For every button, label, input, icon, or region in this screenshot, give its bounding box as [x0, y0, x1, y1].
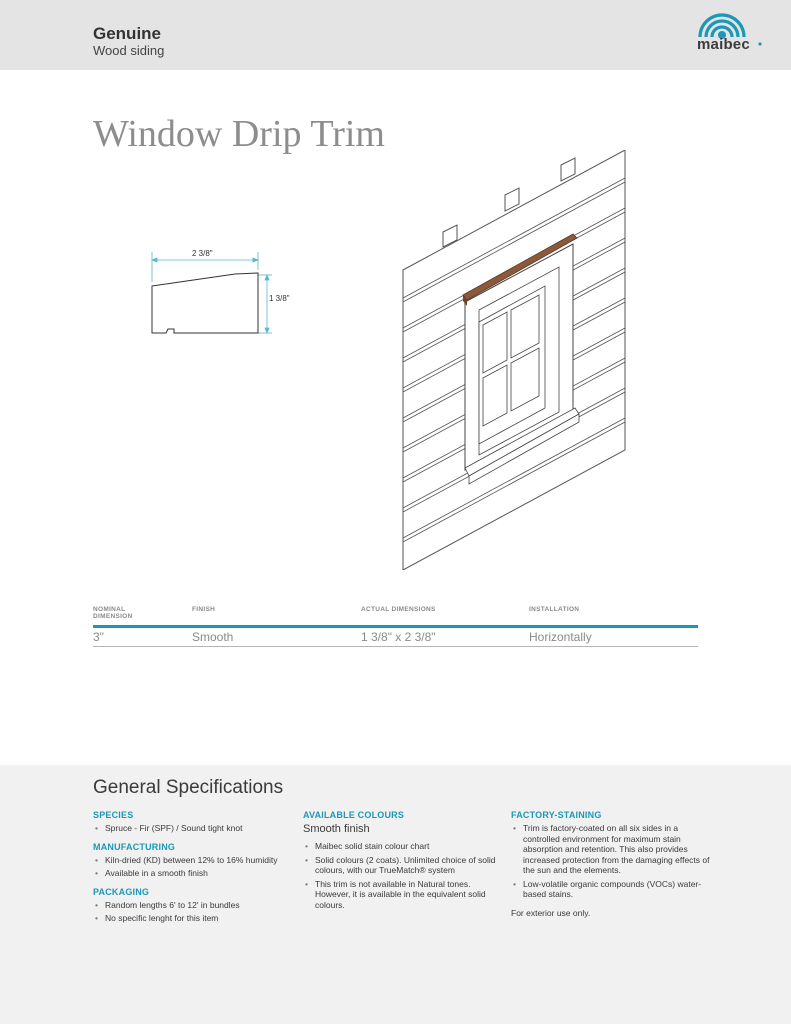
header-nominal-dimension: NOMINAL DIMENSION: [93, 606, 133, 620]
width-dimension-label: 2 3/8": [192, 249, 213, 258]
specs-column-1: [93, 810, 293, 932]
list-item: • Kiln-dried (KD) between 12% to 16% humidity: [93, 855, 293, 866]
manufacturing-list: [93, 855, 293, 879]
header-installation: INSTALLATION: [529, 606, 580, 613]
cell-nominal-dimension: 3": [93, 630, 104, 644]
staining-list: [511, 823, 711, 900]
manufacturing-heading: MANUFACTURING: [93, 841, 176, 852]
list-item: • No specific lenght for this item: [93, 913, 293, 924]
list-item: • This trim is not available in Natural tones. However, it is available in the equivalent solid colours.: [303, 879, 503, 911]
exterior-use-note: For exterior use only.: [511, 907, 591, 918]
brand-title: Genuine: [93, 24, 162, 43]
list-item: • Spruce - Fir (SPF) / Sound tight knot: [93, 823, 293, 834]
colours-subheading: Smooth finish: [303, 823, 370, 835]
colours-heading: AVAILABLE COLOURS: [303, 810, 405, 820]
trim-profile-diagram: [140, 240, 310, 340]
logo-text: maibec: [697, 36, 750, 53]
colours-list: [303, 841, 503, 910]
specs-column-3: [511, 810, 711, 918]
species-list: [93, 823, 293, 834]
specs-title: General Specifications: [93, 777, 284, 798]
cell-finish: Smooth: [192, 630, 234, 644]
page-title: Window Drip Trim: [93, 113, 385, 155]
header-bar: [0, 0, 791, 70]
list-item: • Random lengths 6' to 12' in bundles: [93, 900, 293, 911]
staining-heading: FACTORY-STAINING: [511, 810, 602, 820]
cell-actual-dimensions: 1 3/8" x 2 3/8": [361, 630, 436, 644]
packaging-list: [93, 900, 293, 924]
table-header-divider: [93, 625, 698, 628]
list-item: • Trim is factory-coated on all six sides in a controlled environment for maximum stain absorption and retention. This also provides increased protection from the damaging effects of the sun and the elements.: [511, 823, 711, 876]
list-item: • Low-volatile organic compounds (VOCs) water-based stains.: [511, 879, 711, 900]
packaging-heading: PACKAGING: [93, 886, 150, 897]
header-finish: FINISH: [192, 606, 216, 613]
table-row-divider: [93, 646, 698, 647]
window-illustration: [395, 150, 635, 570]
specs-column-2: [303, 810, 503, 918]
header-actual-dimensions: ACTUAL DIMENSIONS: [361, 606, 436, 613]
cell-installation: Horizontally: [529, 630, 592, 644]
list-item: • Maibec solid stain colour chart: [303, 841, 503, 852]
height-dimension-label: 1 3/8": [269, 294, 290, 303]
list-item: • Solid colours (2 coats). Unlimited choice of solid colours, with our TrueMatch® system: [303, 855, 503, 876]
list-item: • Available in a smooth finish: [93, 868, 293, 879]
species-heading: SPECIES: [93, 810, 134, 820]
brand-subtitle: Wood siding: [93, 43, 165, 58]
